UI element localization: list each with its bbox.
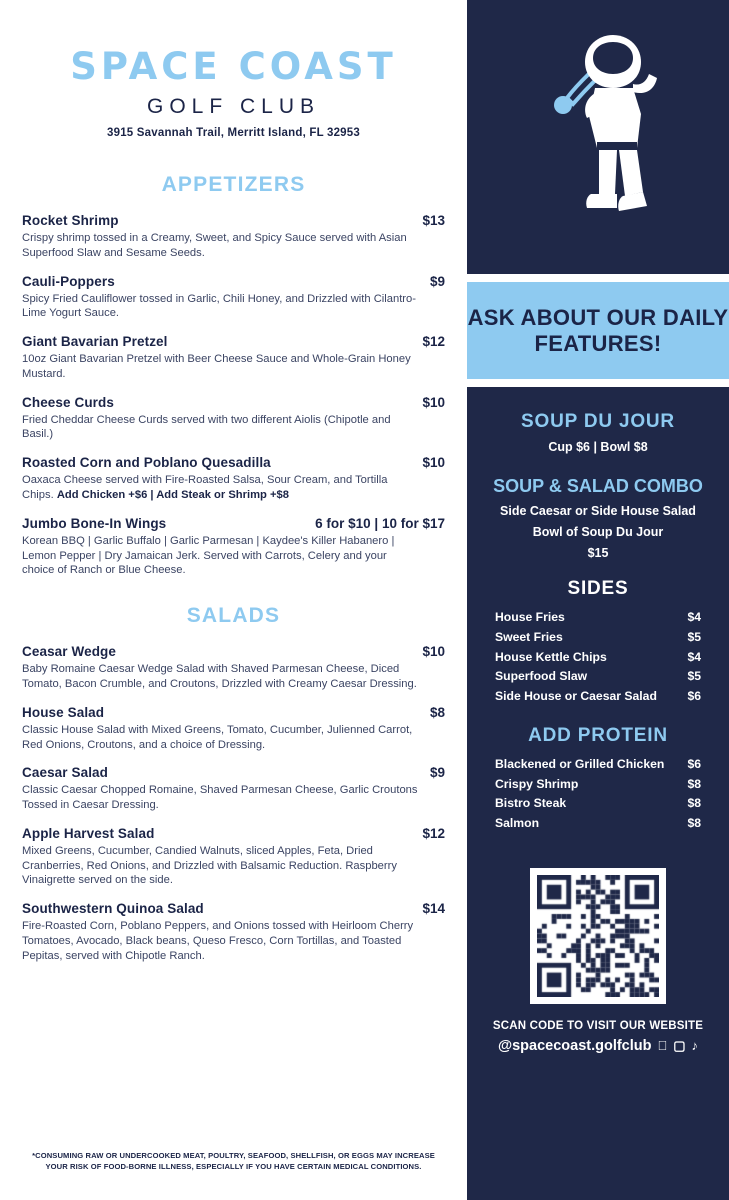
menu-item-description: Spicy Fried Cauliflower tossed in Garlic, Chili Honey, and Drizzled with Cilantro-Lime Yogurt Sauce.: [22, 292, 416, 320]
price-row-name: Bistro Steak: [495, 796, 567, 811]
price-row-price: $4: [687, 649, 701, 664]
price-row-price: $6: [687, 756, 701, 771]
menu-item: [22, 705, 445, 753]
tiktok-icon[interactable]: ♪: [686, 1038, 694, 1054]
qr-wrapper: [485, 868, 711, 1004]
menu-item-description: Korean BBQ | Garlic Buffalo | Garlic Parmesan | Kaydee's Killer Habanero | Lemon Pepper | Dry Jamaican Jerk. Served with Carrots, Celery and your choice of Ranch or Blue Cheese.: [22, 534, 395, 577]
menu-item-name: Caesar Salad: [22, 765, 109, 781]
allergen-footnote: *CONSUMING RAW OR UNDERCOOKED MEAT, POULTRY, SEAFOOD, SHELLFISH, OR EGGS MAY INCREASE YOUR RISK OF FOOD-BORNE ILLNESS, ESPECIALLY IF YOU HAVE CERTAIN MEDICAL CONDITIONS.: [32, 1151, 435, 1171]
section-heading: APPETIZERS: [161, 173, 306, 196]
price-row: [495, 687, 701, 707]
menu-item-price: $10: [422, 394, 445, 410]
price-row-name: Salmon: [495, 816, 540, 831]
combo-block: [485, 476, 711, 560]
menu-item-description: Classic House Salad with Mixed Greens, Tomato, Cucumber, Julienned Carrot, Red Onions, Croutons, and a choice of Dressing.: [22, 723, 413, 751]
price-row-price: $8: [687, 816, 701, 831]
protein-block: [485, 725, 711, 834]
price-row: [495, 608, 701, 628]
section-heading: SALADS: [186, 604, 281, 628]
protein-list: [485, 755, 711, 834]
menu-item-row: [22, 765, 445, 780]
price-row: [495, 794, 701, 814]
menu-item-name: Roasted Corn and Poblano Quesadilla: [22, 455, 271, 471]
menu-item-description: Baby Romaine Caesar Wedge Salad with Shaved Parmesan Cheese, Diced Tomato, Bacon Crumble, and Croutons, Drizzled with Creamy Caesar Dressing.: [22, 663, 417, 690]
menu-item-name: Jumbo Bone-In Wings: [22, 515, 167, 531]
menu-item-row: [22, 213, 445, 228]
menu-item: [22, 516, 445, 578]
menu-item-name: Cheese Curds: [22, 394, 114, 410]
price-row: [495, 814, 701, 834]
price-row-price: $8: [687, 776, 701, 791]
qr-code[interactable]: [530, 868, 666, 1004]
social-handle: @spacecoast.golfclub: [497, 1037, 652, 1054]
sides-heading: SIDES: [567, 578, 629, 599]
menu-item-description: Fire-Roasted Corn, Poblano Peppers, and Onions tossed with Heirloom Cherry Tomatoes, Avocado, Black beans, Queso Fresco, Corn Tortillas, and Toasted Pepitas, served with Chipotle Ranch.: [22, 920, 414, 962]
menu-sections: [22, 173, 445, 964]
menu-item-price: $8: [429, 704, 445, 720]
page-title: SPACE COAST: [70, 45, 397, 88]
price-row: [495, 628, 701, 648]
combo-line-2: Bowl of Soup Du Jour: [532, 525, 664, 539]
scan-instruction: SCAN CODE TO VISIT OUR WEBSITE: [492, 1019, 704, 1032]
qr-code-image: [537, 875, 659, 997]
menu-item-row: [22, 455, 445, 470]
daily-features-banner: [467, 282, 729, 379]
brand-subtitle: GOLF CLUB: [146, 95, 321, 118]
facebook-icon[interactable]: [658, 1038, 668, 1053]
menu-item: [22, 455, 445, 503]
menu-item-name: Ceasar Wedge: [22, 644, 116, 660]
menu-item-description: Mixed Greens, Cucumber, Candied Walnuts, sliced Apples, Feta, Dried Cranberries, Red Onions, and Drizzled with Balsamic Reduction. Raspberry Vinaigrette served on the side.: [22, 844, 397, 887]
soup-heading: SOUP DU JOUR: [521, 411, 675, 432]
menu-item: [22, 274, 445, 322]
right-info-panel: [467, 387, 729, 1200]
price-row: [495, 667, 701, 687]
soup-price-line: Cup $6 | Bowl $8: [548, 440, 648, 454]
menu-item-description: Crispy shrimp tossed in a Creamy, Sweet, and Spicy Sauce served with Asian Superfood Slaw and Sesame Seeds.: [22, 232, 407, 259]
menu-item-price: $9: [429, 273, 445, 289]
menu-item-row: [22, 274, 445, 289]
soup-block: [485, 411, 711, 454]
price-row: [495, 755, 701, 775]
menu-item: [22, 644, 445, 692]
price-row-name: House Fries: [495, 610, 565, 624]
menu-item-row: [22, 516, 445, 531]
menu-item-description: Fried Cheddar Cheese Curds served with two different Aiolis (Chipotle and Basil.): [22, 413, 391, 441]
price-row-price: $4: [687, 610, 701, 624]
menu-item-name: Rocket Shrimp: [22, 213, 119, 228]
price-row-name: Blackened or Grilled Chicken: [495, 756, 665, 771]
price-row: [495, 648, 701, 668]
protein-heading: ADD PROTEIN: [528, 724, 668, 746]
menu-item-price: $13: [422, 213, 445, 228]
combo-heading: SOUP & SALAD COMBO: [493, 476, 703, 496]
hero-panel: [467, 0, 729, 274]
menu-item-description: Classic Caesar Chopped Romaine, Shaved Parmesan Cheese, Garlic Croutons Tossed in Caesar Dressing.: [22, 784, 418, 812]
menu-item: [22, 334, 445, 382]
menu-item-description: 10oz Giant Bavarian Pretzel with Beer Cheese Sauce and Whole-Grain Honey Mustard.: [22, 353, 411, 380]
menu-item-row: [22, 901, 445, 916]
price-row: [495, 775, 701, 795]
menu-item-price: $10: [422, 455, 445, 471]
daily-features-text: ASK ABOUT OUR DAILY FEATURES!: [467, 304, 729, 356]
brand-header: [22, 0, 445, 139]
sides-list: [485, 608, 711, 707]
combo-price: $15: [587, 546, 609, 560]
brand-address: 3915 Savannah Trail, Merritt Island, FL 32953: [107, 127, 360, 139]
menu-item: [22, 826, 445, 888]
price-row-price: $5: [687, 629, 701, 644]
menu-item-price: $10: [422, 644, 445, 660]
menu-item-row: [22, 826, 445, 841]
menu-item-name: House Salad: [22, 704, 105, 720]
menu-item-name: Southwestern Quinoa Salad: [22, 901, 204, 917]
menu-item-price: $14: [422, 901, 445, 917]
price-row-name: House Kettle Chips: [495, 649, 607, 664]
menu-item: [22, 213, 445, 261]
right-column: [467, 0, 729, 1200]
instagram-icon[interactable]: ▢: [668, 1037, 681, 1053]
combo-line-1: Side Caesar or Side House Salad: [500, 504, 696, 518]
menu-item: [22, 395, 445, 443]
price-row-name: Side House or Caesar Salad: [495, 689, 657, 704]
menu-item: [22, 901, 445, 963]
price-row-name: Crispy Shrimp: [495, 776, 579, 791]
menu-item-name: Giant Bavarian Pretzel: [22, 334, 168, 350]
menu-item-row: [22, 705, 445, 720]
sides-block: [485, 578, 711, 707]
social-handle-row[interactable]: [485, 1038, 711, 1054]
menu-item-price: $12: [422, 825, 445, 841]
menu-item-row: [22, 395, 445, 410]
menu-item-row: [22, 644, 445, 659]
price-row-name: Superfood Slaw: [495, 669, 588, 684]
menu-item-row: [22, 334, 445, 349]
menu-item-description: Oaxaca Cheese served with Fire-Roasted Salsa, Sour Cream, and Tortilla Chips. Add Chicken +$6 | Add Steak or Shrimp +$8: [22, 474, 388, 502]
menu-item: [22, 765, 445, 813]
menu-item-price: $9: [429, 765, 445, 781]
menu-item-name: Apple Harvest Salad: [22, 825, 155, 841]
price-row-price: $5: [687, 669, 701, 684]
price-row-price: $6: [687, 689, 701, 704]
price-row-price: $8: [687, 796, 701, 811]
menu-item-price: $12: [422, 334, 445, 350]
menu-item-name: Cauli-Poppers: [22, 273, 115, 289]
price-row-name: Sweet Fries: [495, 629, 563, 644]
menu-item-price: 6 for $10 | 10 for $17: [315, 515, 445, 531]
